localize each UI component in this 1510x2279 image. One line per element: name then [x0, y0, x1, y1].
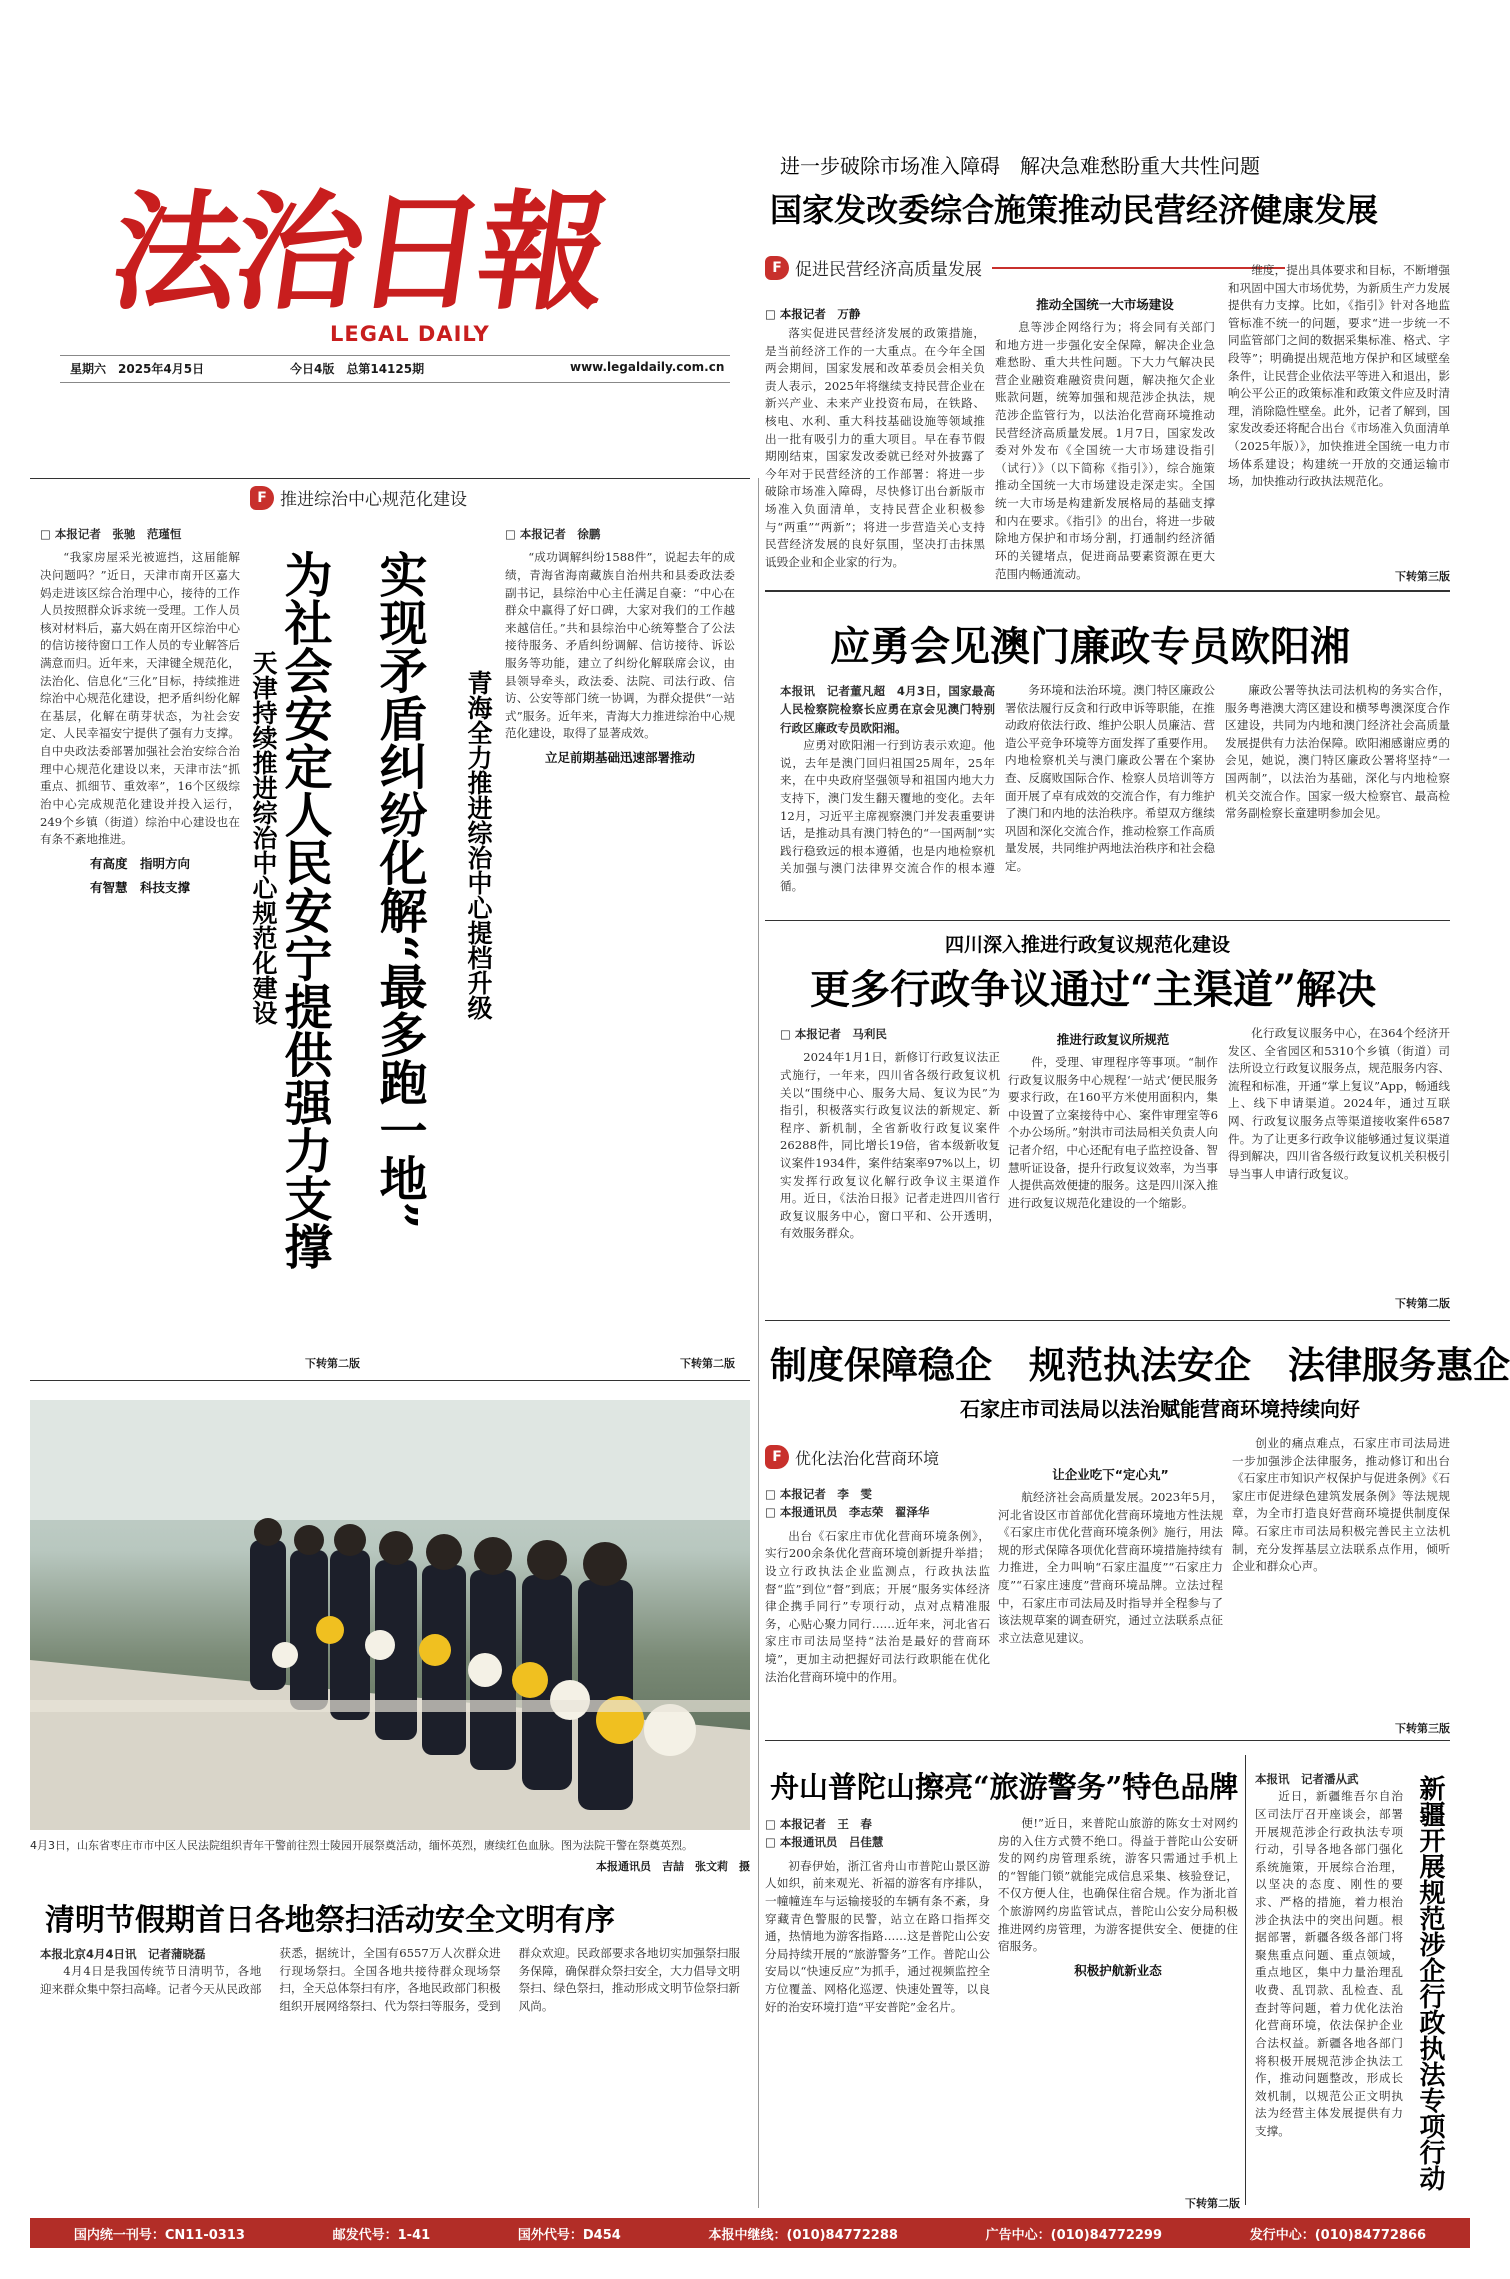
xinjiang-col: 本报讯 记者潘从武 近日，新疆维吾尔自治区司法厅召开座谈会，部署开展规范涉企行政执法专项行动，引导各地各部门强化系统施策，开展综合治理，以坚决的态度、刚性的要求、严格的措施，着力根治涉企执法中的突出问题。根据部署，新疆各级各部门将聚焦重点问题、重点领域，重点地区，集中力量治理乱收费、乱罚款、乱检查、乱查封等问题，着力优化法治化营商环境，依法保护企业合法权益。新疆各地各部门将积极开展规范涉企执法工作，推动问题整改，形成长效机制，以规范公正文明执法为经营主体发展提供有力支撑。	[1255, 1772, 1403, 2138]
masthead-pages: 今日4版 总第14125期	[290, 362, 425, 376]
qingming-caption: 4月3日，山东省枣庄市市中区人民法院组织青年干警前往烈士陵园开展祭奠活动，缅怀英烈，赓续红色血脉。图为法院干警在祭奠英烈。	[30, 1839, 693, 1852]
macau-col-3: 廉政公署等执法司法机构的务实合作，服务粤港澳大湾区建设和横琴粤澳深度合作区建设，共同为内地和澳门经济社会高质量发展提供有力法治保障。欧阳湘感谢应勇的会见，她说，澳门特区廉政公署将坚持“一国两制”，以法治为基础，深化与内地检察机关交流合作。国家一级大检察官、最高检常务副检察长童建明参加会见。	[1225, 683, 1450, 821]
xinjiang-headline: 新疆开展规范涉企行政执法专项行动	[1415, 1775, 1445, 2191]
sichuan-kicker: 四川深入推进行政复议规范化建设	[945, 934, 1231, 956]
sjz-col-3: 创业的痛点难点，石家庄市司法局进一步加强涉企法律服务，推动修订和出台《石家庄市知识产权保护与促进条例》《石家庄市促进绿色建筑发展条例》等法规规章，为全市打造良好营商环境提供制度保障。石家庄市司法局积极完善民主立法机制，充分发挥基层立法联系点作用，倾听企业和群众心声。	[1232, 1436, 1450, 1574]
feature-section-tag: F 推进综治中心规范化建设	[250, 485, 650, 510]
feature-turn-1: 下转第二版	[305, 1357, 360, 1370]
sjz-turn: 下转第三版	[1395, 1722, 1450, 1735]
sichuan-headline: 更多行政争议通过“主渠道”解决	[810, 966, 1377, 1013]
section-flag-icon: F	[250, 486, 274, 510]
top-section-tag: F 促进民营经济高质量发展	[765, 255, 1285, 280]
masthead-date: 星期六 2025年4月5日	[70, 362, 205, 376]
top-kicker: 进一步破除市场准入障碍 解决急难愁盼重大共性问题	[780, 154, 1260, 178]
ceremony-illustration	[30, 1400, 750, 1830]
top-col-3: 维度，提出具体要求和目标，不断增强和巩固中国大市场优势，为新质生产力发展提供有力支撑。比如，《指引》针对各地监管标准不统一的问题，要求“进一步统一不同监管部门之间的数据采集标准、格式、字段等”；明确提出规范地方保护和区域壁垒条件，让民营企业依法平等进入和退出，影响公平公正的政策标准和政策文件应及时清理，消除隐性壁垒。此外，记者了解到，国家发改委还将配合出台《市场准入负面清单（2025年版）》，加快推进全国统一电力市场体系建设；构建统一开放的交通运输市场，加快推动行政执法规范化。	[1228, 263, 1450, 489]
top-col-2: 推动全国统一大市场建设 息等涉企网络行为；将会同有关部门和地方进一步强化安全保障，解决企业急难愁盼、重大共性问题。下大力气解决民营企业融资难融资贵问题，解决拖欠企业账款问题，统筹加强和规范涉企执法，规范涉企监管行为，以法治化营商环境推动民营经济高质量发展。1月7日，国家发改委对外发布《全国统一大市场建设指引（试行）》（以下简称《指引》），综合施策推动全国统一大市场建设走深走实。全国统一大市场是构建新发展格局的基础支撑和内在要求。《指引》的出台，将进一步破除地方保护和市场分割，打通制约经济循环的关键堵点，促进商品要素资源在更大范围内畅通流动。	[995, 297, 1215, 581]
macau-headline: 应勇会见澳门廉政专员欧阳湘	[830, 623, 1350, 670]
masthead-title: 法治日報	[102, 178, 613, 328]
feature-turn-2: 下转第二版	[680, 1357, 735, 1370]
zhoushan-col-1: □ 本报记者 王 春 □ 本报通讯员 吕佳慧 初春伊始，浙江省舟山市普陀山景区游人如织，前来观光、祈福的游客有序排队，一幢幢连车与运输接驳的车辆有条不紊，身穿藏青色警服的民警，站立在路口指挥交通，热情地为游客指路……这是普陀山公安分局持续开展的“旅游警务”工作。普陀山公安局以“快速反应”为抓手，通过视频监控全方位覆盖、网格化巡逻、快速处置等，以良好的治安环境打造“平安普陀”金名片。	[765, 1817, 990, 2014]
top-col-1: 落实促进民营经济发展的政策措施，是当前经济工作的一大重点。在今年全国两会期间，国家发展和改革委员会相关负责人表示，2025年将继续支持民营企业在新兴产业、未来产业投资布局，在铁路、核电、水利、重大科技基础设施等领域推出一批有吸引力的重大项目。早在春节假期刚结束，国家发改委就已经对外披露了今年对于民营经济的工作部署：将进一步破除市场准入障碍，尽快修订出台新版市场准入负面清单，支持民营企业积极参与“两重”“两新”；将进一步营造关心支持民营经济发展的良好氛围，坚决打击抹黑诋毁企业和企业家的行为。	[765, 326, 985, 569]
zhoushan-headline: 舟山普陀山擦亮“旅游警务”特色品牌	[770, 1770, 1239, 1804]
top-headline: 国家发改委综合施策推动民营经济健康发展	[770, 191, 1379, 229]
feature-col-2: □ 本报记者 徐鹏 “成功调解纠纷1588件”，说起去年的成绩，青海省海南藏族自治州共和县委政法委副书记，县综治中心主任满足自豪：“中心在群众中赢得了好口碑，大家对我们的工作越来越信任。”共和县综治中心统筹整合了公法接待服务、矛盾纠纷调解、信访接待、诉讼服务等功能，建立了纠纷化解联席会议，由县领导牵头，政法委、法院、司法行政、信访、公安等部门统一协调，为群众提供“一站式”服务。近年来，青海大力推进综治中心规范化建设，取得了显著成效。 立足前期基础迅速部署推动	[505, 527, 735, 766]
macau-col-2: 务环境和法治环境。澳门特区廉政公署依法履行反贪和行政申诉等职能，在推动政府依法行政、维护公职人员廉洁、营造公平竞争环境等方面发挥了重要作用。内地检察机关与澳门廉政公署在个案协查、反腐败国际合作、检察人员培训等方面开展了卓有成效的交流合作，有力维护了澳门和内地的法治秩序。希望双方继续巩固和深化交流合作，推动检察工作高质量发展，共同维护两地法治秩序和社会稳定。	[1005, 683, 1215, 874]
section-flag-icon: F	[765, 1445, 789, 1469]
qingming-credit: 本报通讯员 吉喆 张文莉 摄	[596, 1860, 750, 1873]
sichuan-col-1: □ 本报记者 马利民 2024年1月1日，新修订行政复议法正式施行，一年来，四川省各级行政复议机关以“围绕中心、服务大局、复议为民”为指引，积极落实行政复议法的新规定、新程序、新机制，全省新收行政复议案件26288件，同比增长19倍，省本级新收复议案件1934件，案件结案率97%以上，切实发挥行政复议化解行政争议主渠道作用。近日，《法治日报》记者走进四川省行政复议服务中心，窗口平和、公开透明，有效服务群众。	[780, 1027, 1000, 1241]
footer-bar: 国内统一刊号：CN11-0313 邮发代号：1-41 国外代号：D454 本报中继线：(010)84772288 广告中心：(010)84772299 发行中心：(010)84772866	[30, 2218, 1470, 2248]
sjz-subheadline: 石家庄市司法局以法治赋能营商环境持续向好	[960, 1397, 1360, 1421]
qingming-photo	[30, 1400, 750, 1830]
sjz-section-tag: F 优化法治化营商环境	[765, 1445, 985, 1469]
qingming-body: 本报北京4月4日讯 记者蒲晓磊 4月4日是我国传统节日清明节，各地迎来群众集中祭扫高峰。记者今天从民政部获悉，据统计，全国有6557万人次群众进行现场祭扫。全国各地共接待群众现场祭扫，全天总体祭扫有序，各地民政部门积极组织开展网络祭扫、代为祭扫等服务，受到群众欢迎。民政部要求各地切实加强祭扫服务保障，确保群众祭扫安全，大力倡导文明祭扫、绿色祭扫，推动形成文明节俭祭扫新风尚。	[40, 1946, 740, 2013]
zhoushan-turn: 下转第二版	[1185, 2197, 1240, 2210]
top-turn: 下转第三版	[1395, 570, 1450, 583]
feature-vsub-1: 天津持续推进综治中心规范化建设	[249, 650, 278, 1025]
zhoushan-col-2: 便!”近日，来普陀山旅游的陈女士对网约房的入住方式赞不绝口。得益于普陀山公安研发的网约房管理系统，游客只需通过手机上的“智能门锁”就能完成信息采集、核验登记，不仅方便人住，也确保住宿合规。作为浙北首个旅游网约房监管试点，普陀山公安分局积极推进网约房管理，为游客提供安全、便捷的住宿服务。 积极护航新业态	[998, 1816, 1238, 1978]
masthead-site[interactable]: www.legaldaily.com.cn	[570, 360, 725, 374]
sjz-headline: 制度保障稳企 规范执法安企 法律服务惠企	[770, 1343, 1510, 1387]
sichuan-turn: 下转第二版	[1395, 1297, 1450, 1310]
qingming-headline: 清明节假期首日各地祭扫活动安全文明有序	[45, 1903, 615, 1938]
feature-vhead-2: 实现矛盾纠纷化解“最多跑一地”	[371, 550, 427, 1230]
feature-vsub-2: 青海全力推进综治中心提档升级	[464, 670, 493, 1020]
section-flag-icon: F	[765, 256, 789, 280]
sichuan-col-2: 推进行政复议所规范 件，受理、审理程序等事项。“制作行政复议服务中心规程‘一站式’便民服务要求行政，在160平方米使用面积内，集中设置了立案接待中心、案件审理室等6个办公场所。”射洪市司法局相关负责人向记者介绍，中心还配有电子监控设备、智慧听证设备，提升行政复议效率，为当事人提供高效便捷的服务。这是四川深入推进行政复议规范化建设的一个缩影。	[1008, 1032, 1218, 1210]
feature-vhead-1: 为社会安定人民安宁提供强力支撑	[276, 550, 332, 1270]
macau-col-1: 本报讯 记者董凡超 4月3日，国家最高人民检察院检察长应勇在京会见澳门特别行政区廉政专员欧阳湘。 应勇对欧阳湘一行到访表示欢迎。他说，去年是澳门回归祖国25周年，25年来，在中央政府坚强领导和祖国内地大力支持下，澳门发生翻天覆地的变化。去年12月，习近平主席视察澳门并发表重要讲话，是推动具有澳门特色的“一国两制”实践行稳致远的根本遵循，也是内地检察机关加强与澳门法律界交流合作的根本遵循。	[780, 684, 995, 894]
top-byline: □ 本报记者 万静	[765, 307, 861, 321]
sjz-col-2: 让企业吃下“定心丸” 航经济社会高质量发展。2023年5月，河北省设区市首部优化营商环境地方性法规《石家庄市优化营商环境条例》施行，用法规的形式保障各项优化营商环境措施持续有力推进，全力叫响“石家庄温度”“石家庄力度”“石家庄速度”营商环境品牌。立法过程中，石家庄市司法局及时指导并全程参与了该法规草案的调查研究，通过立法联系点征求立法意见建议。	[998, 1467, 1223, 1645]
sjz-col-1: □ 本报记者 李 雯 □ 本报通讯员 李志荣 翟泽华 出台《石家庄市优化营商环境条例》，实行200余条优化营商环境创新提升举措；设立行政执法企业监测点，行政执法监督“监”到位“督”到底；开展“服务实体经济 律企携手同行”专项行动，点对点精准服务，心贴心聚力同行……近年来，河北省石家庄市司法局坚持“法治是最好的营商环境”，更加主动把握好司法行政职能在优化法治化营商环境中的作用。	[765, 1487, 1002, 1684]
masthead	[30, 60, 760, 480]
sichuan-col-3: 化行政复议服务中心，在364个经济开发区、全省园区和5310个乡镇（街道）司法所设立行政复议服务点，规范服务内容、流程和标准，开通“掌上复议”App，畅通线上、线下申请渠道。2024年，通过互联网、行政复议服务点等渠道接收案件6587件。为了让更多行政争议能够通过复议渠道得到解决，四川省各级行政复议机关积极引导当事人申请行政复议。	[1228, 1026, 1450, 1181]
feature-col-1: □ 本报记者 张驰 范瑾恒 “我家房屋采光被遮挡，这届能解决问题吗？”近日，天津市南开区嘉大妈走进该区综合治理中心，接待的工作人员按照群众诉求统一受理。工作人员核对材料后，嘉大妈在南开区综治中心的信访接待窗口工作人员的专业解答后满意而归。近年来，天津键全规范化，法治化、信息化“三化”目标，持续推进综治中心规范化建设，把矛盾纠纷化解在基层，化解在萌芽状态，为社会安定、人民幸福安宁提供了强有力支撑。自中央政法委部署加强社会治安综合治理中心规范化建设以来，天津市法“抓重点、抓细节、重效率”，16个区级综治中心完成规范化建设并投入运行，249个乡镇（街道）综治中心建设也在有条不紊地推进。 有高度 指明方向 有智慧 科技支撑	[40, 527, 240, 895]
masthead-english: LEGAL DAILY	[330, 322, 490, 346]
